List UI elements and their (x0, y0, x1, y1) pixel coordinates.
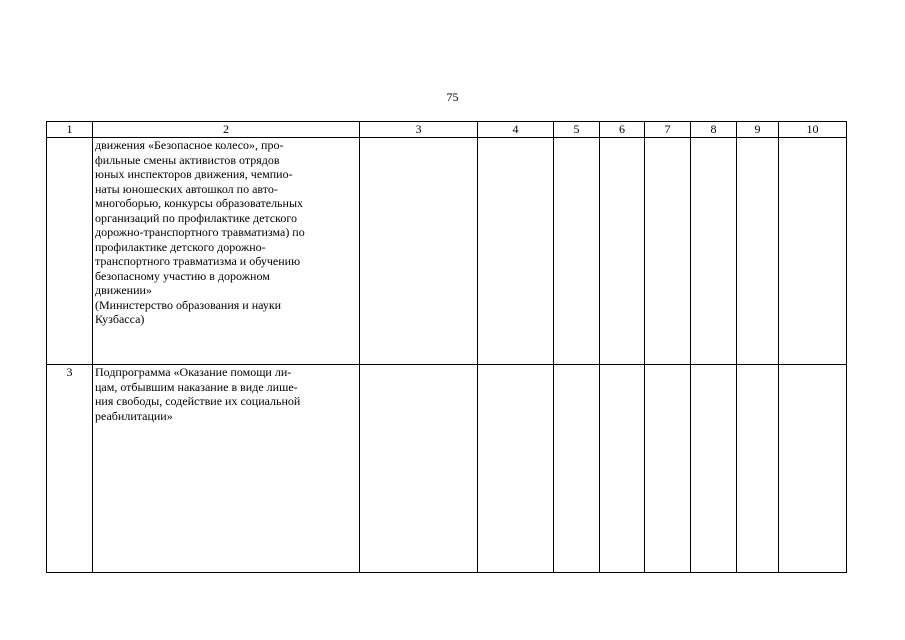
column-header: 7 (645, 122, 691, 138)
empty-cell (691, 138, 737, 365)
empty-cell (478, 138, 554, 365)
column-header: 5 (554, 122, 600, 138)
empty-cell (737, 138, 779, 365)
page-number: 75 (446, 90, 459, 104)
table-row (47, 365, 847, 573)
empty-cell (600, 365, 645, 573)
row-description: Подпрограмма «Оказание помощи ли- цам, отбывшим наказание в виде лише- ния свободы, содействие их социальной реабилитации» (93, 365, 360, 573)
empty-cell (478, 365, 554, 573)
column-header: 2 (93, 122, 360, 138)
program-table (46, 121, 847, 573)
empty-cell (600, 138, 645, 365)
column-header: 8 (691, 122, 737, 138)
empty-cell (645, 138, 691, 365)
column-header: 1 (47, 122, 93, 138)
empty-cell (554, 138, 600, 365)
empty-cell (360, 138, 478, 365)
table-header-row (47, 122, 847, 138)
column-header: 4 (478, 122, 554, 138)
table-row (47, 138, 847, 365)
empty-cell (779, 365, 847, 573)
empty-cell (691, 365, 737, 573)
empty-cell (737, 365, 779, 573)
row-number (47, 138, 93, 365)
column-header: 3 (360, 122, 478, 138)
row-description: движения «Безопасное колесо», про- фильные смены активистов отрядов юных инспекторов движения, чемпио- наты юношеских автошкол по авто- многоборью, конкурсы образовательных организаций по профилактике детского дорожно-транспортного травматизма) по профилактике детского дорожно- транспортного травматизма и обучению безопасному участию в дорожном движении» (Министерство образования и науки Кузбасса) (93, 138, 360, 365)
empty-cell (645, 365, 691, 573)
row-number: 3 (47, 365, 93, 573)
column-header: 6 (600, 122, 645, 138)
empty-cell (554, 365, 600, 573)
empty-cell (779, 138, 847, 365)
column-header: 10 (779, 122, 847, 138)
empty-cell (360, 365, 478, 573)
column-header: 9 (737, 122, 779, 138)
